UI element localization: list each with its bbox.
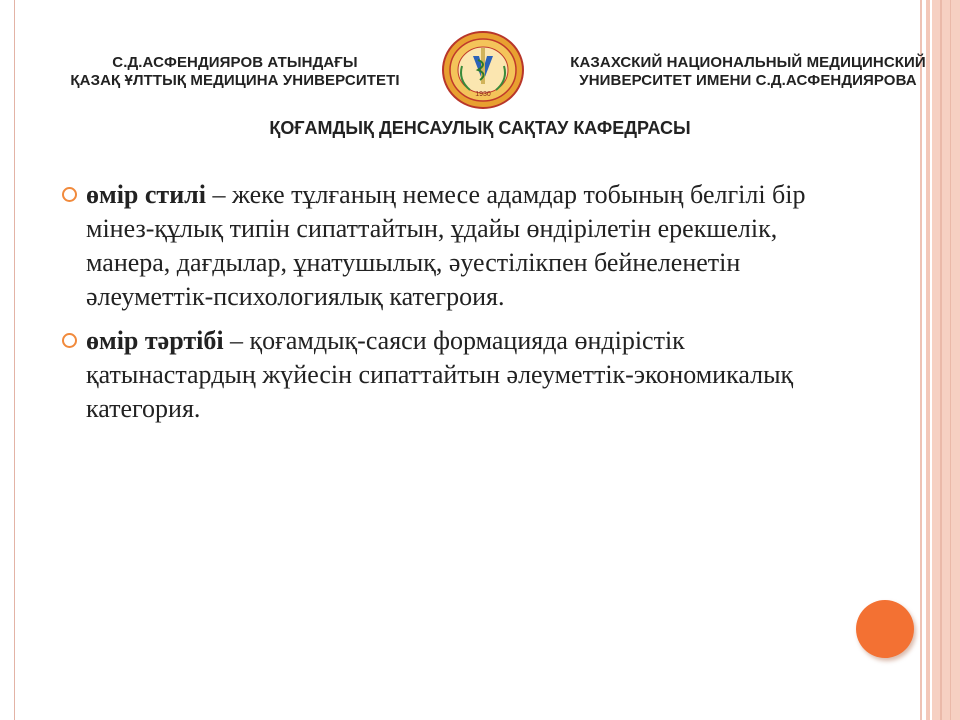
left-border-line <box>14 0 15 720</box>
university-emblem-icon <box>440 30 526 110</box>
list-item <box>62 178 842 314</box>
header-right-line2: УНИВЕРСИТЕТ ИМЕНИ С.Д.АСФЕНДИЯРОВА <box>579 72 917 89</box>
emblem-year: 1930 <box>475 91 491 98</box>
header-russian-university <box>548 54 948 90</box>
header-right-line1: КАЗАХСКИЙ НАЦИОНАЛЬНЫЙ МЕДИЦИНСКИЙ <box>570 54 926 71</box>
right-decorative-stripe <box>950 0 951 720</box>
right-decorative-band <box>932 0 960 720</box>
header-kazakh-university <box>40 54 430 90</box>
header-left-line2: ҚАЗАҚ ҰЛТТЫҚ МЕДИЦИНА УНИВЕРСИТЕТІ <box>70 72 400 89</box>
term: өмір тәртібі <box>86 326 224 355</box>
bullet-circle-icon <box>62 187 77 202</box>
definition: – жеке тұлғаның немесе адамдар тобының белгілі бір мінез-құлық типін сипаттайтын, ұдайы өндірілетін ерекшелік, манера, дағдылар, ұнатушылық, әуестілікпен бейнеленетін әлеуметтік-психологиялық категроия. <box>86 180 806 311</box>
right-decorative-stripe <box>940 0 942 720</box>
bullet-circle-icon <box>62 333 77 348</box>
right-decorative-stripe <box>926 0 930 720</box>
term: өмір стилі <box>86 180 206 209</box>
decorative-orange-circle <box>856 600 914 658</box>
right-decorative-stripe <box>920 0 922 720</box>
list-item <box>62 324 842 426</box>
definition: – қоғамдық-саяси формацияда өндірістік қатынастардың жүйесін сипаттайтын әлеуметтік-экономикалық категория. <box>86 326 794 423</box>
header-left-line1: С.Д.АСФЕНДИЯРОВ АТЫНДАҒЫ <box>112 54 358 71</box>
definition-list <box>62 178 842 436</box>
department-title: ҚОҒАМДЫҚ ДЕНСАУЛЫҚ САҚТАУ КАФЕДРАСЫ <box>269 118 691 138</box>
